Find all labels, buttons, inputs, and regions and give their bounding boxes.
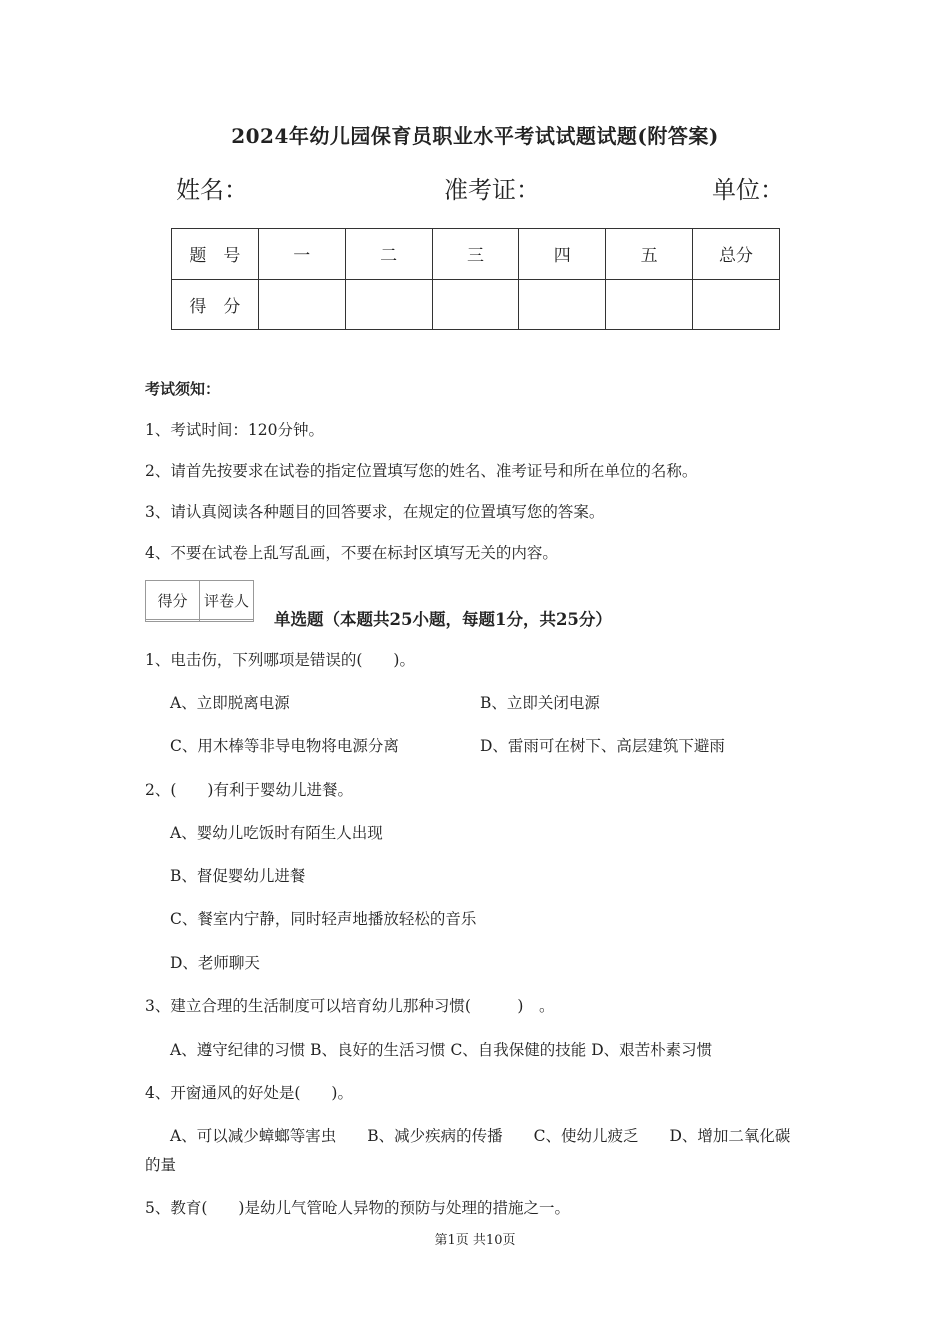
score-cell[interactable] (345, 279, 432, 330)
question-option: C、餐室内宁静，同时轻声地播放轻松的音乐 (170, 910, 477, 928)
question-options-continued: 的量 (145, 1156, 177, 1174)
section-title: 单选题（本题共25小题，每题1分，共25分） (274, 610, 612, 629)
score-table-header-cell: 一 (258, 229, 345, 280)
grader-table (145, 580, 254, 622)
question-stem: 4、开窗通风的好处是( )。 (145, 1084, 353, 1102)
question-option: C、用木棒等非导电物将电源分离 (170, 737, 399, 755)
page-title: 2024年幼儿园保育员职业水平考试试题试题(附答案) (231, 124, 719, 148)
score-cell[interactable] (693, 279, 780, 330)
question-options: A、可以减少蟑螂等害虫 B、减少疾病的传播 C、使幼儿疲乏 D、增加二氧化碳 (170, 1127, 791, 1145)
score-table (171, 228, 780, 330)
score-row-label: 得 分 (172, 279, 259, 330)
question-stem: 3、建立合理的生活制度可以培育幼儿那种习惯( ) 。 (145, 997, 555, 1015)
question-options: A、遵守纪律的习惯 B、良好的生活习惯 C、自我保健的技能 D、艰苦朴素习惯 (170, 1041, 713, 1059)
exam-id-label: 准考证： (444, 176, 540, 204)
question-option: D、老师聊天 (170, 954, 260, 972)
score-table-header-cell: 总分 (693, 229, 780, 280)
note-item: 1、考试时间：120分钟。 (145, 421, 324, 439)
score-table-header-cell: 四 (519, 229, 606, 280)
score-cell[interactable] (519, 279, 606, 330)
question-stem: 1、电击伤，下列哪项是错误的( )。 (145, 651, 415, 669)
question-option: B、立即关闭电源 (480, 694, 600, 712)
note-item: 3、请认真阅读各种题目的回答要求，在规定的位置填写您的答案。 (145, 503, 605, 521)
question-option: D、雷雨可在树下、高层建筑下避雨 (480, 737, 725, 755)
unit-label: 单位： (712, 176, 784, 204)
score-table-header-cell: 三 (432, 229, 519, 280)
score-cell[interactable] (606, 279, 693, 330)
name-label: 姓名： (176, 176, 248, 204)
grader-reviewer-label: 评卷人 (200, 581, 254, 620)
score-table-score-row (172, 279, 780, 330)
score-table-header-row (172, 229, 780, 280)
question-stem: 5、教育( )是幼儿气管呛人异物的预防与处理的措施之一。 (145, 1199, 570, 1217)
grader-score-label: 得分 (146, 581, 200, 620)
notes-title: 考试须知： (145, 380, 221, 398)
note-item: 4、不要在试卷上乱写乱画，不要在标封区填写无关的内容。 (145, 544, 558, 562)
question-option: B、督促婴幼儿进餐 (170, 867, 306, 885)
question-stem: 2、( )有利于婴幼儿进餐。 (145, 781, 353, 799)
note-item: 2、请首先按要求在试卷的指定位置填写您的姓名、准考证号和所在单位的名称。 (145, 462, 698, 480)
grader-score-cell[interactable] (146, 620, 200, 622)
score-table-header-cell: 五 (606, 229, 693, 280)
page-footer: 第1页 共10页 (434, 1233, 516, 1248)
question-option: A、婴幼儿吃饭时有陌生人出现 (170, 824, 383, 842)
score-table-header-cell: 二 (345, 229, 432, 280)
score-cell[interactable] (432, 279, 519, 330)
grader-reviewer-cell[interactable] (200, 620, 254, 622)
score-table-header-cell: 题 号 (172, 229, 259, 280)
question-option: A、立即脱离电源 (170, 694, 290, 712)
score-cell[interactable] (258, 279, 345, 330)
